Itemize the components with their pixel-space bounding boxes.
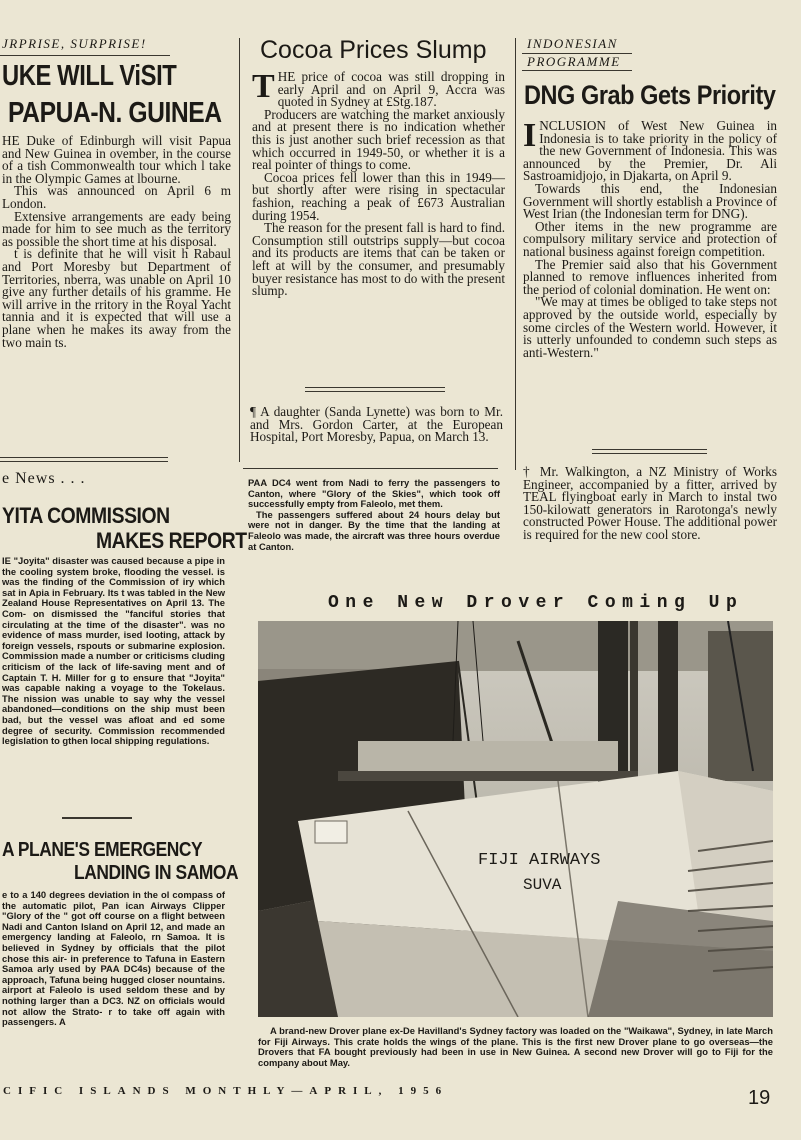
dng-headline: DNG Grab Gets Priority — [524, 80, 776, 110]
joyita-headline-line1: YITA COMMISSION — [2, 503, 170, 528]
duke-paragraph: t is definite that he will visit h Rabaul and Port Moresby but Department of Territories, nberra, was unable on April 10 give any further details of his gramme. He will arrive in the rritory in the Royal Yacht tannia and it is expected that will use a plane when he makes its away from the two main ts. — [2, 246, 231, 350]
dng-dropcap: I — [523, 117, 537, 154]
column-rule-right — [515, 38, 516, 470]
duke-paragraph: This was announced on April 6 m London. — [2, 183, 231, 211]
joyita-headline-line2: MAKES REPORT — [96, 528, 247, 553]
cocoa-dropcap: T — [252, 68, 275, 105]
right-kicker-rule-2 — [522, 70, 632, 71]
plane-headline-line1: A PLANE'S EMERGENCY — [2, 839, 203, 861]
right-kicker-line2: PROGRAMME — [527, 54, 621, 69]
cocoa-article-body — [252, 68, 505, 299]
duke-headline-line2: PAPUA-N. GUINEA — [8, 97, 222, 129]
column-rule-left — [239, 38, 240, 462]
cocoa-paragraph: HE price of cocoa was still dropping in early April and on April 9, Accra was quoted in Sydney at £Stg.187. — [277, 69, 505, 110]
cocoa-paragraph: Cocoa prices fell lower than this in 1949—but shortly after were rising in spectacular fashion, reaching a peak of £673 Australian during 1954. — [252, 169, 505, 223]
plane-paragraph: e to a 140 degrees deviation in the ol compass of the automatic pilot, Pan ican Airways Clipper "Glory of the " got off course on a flight between Nadi and Canton Island on April 12, and made an emergency landing at Faleolo, rn Samoa. It is believed in Sydney by officials that the pilot chose this air- in preference to Tafuna in Eastern Samoa arly used by PAA DC4s) because of the approach, Tafuna being hugged closer nountains. airport at Faleolo is used seldom these and by nothing larger than a DC3. NZ on officials would not allow the Strato- r to take off again with passengers. A — [2, 889, 225, 1028]
news-section-label: e News . . . — [2, 470, 86, 487]
birth-notice-text: ¶ A daughter (Sanda Lynette) was born to Mr. and Mrs. Gordon Carter, at the European Hospital, Port Moresby, Papua, on March 13. — [250, 404, 503, 445]
plane-article-body — [2, 890, 225, 1028]
crate-text-1: FIJI AIRWAYS — [478, 851, 601, 870]
paa-note — [248, 478, 500, 552]
duke-article-body — [2, 135, 231, 349]
dng-paragraph: "We may at times be obliged to take steps not approved by the outside world, especially by some circles of the Western world. However, it is utterly unfounded to condemn such steps as anti-Western." — [523, 294, 777, 360]
dng-paragraph: Other items in the new programme are compulsory military service and protection of national business against foreign competition. — [523, 218, 777, 259]
left-section-rule — [0, 457, 168, 462]
joyita-article-body — [2, 556, 225, 747]
drover-caption-text: A brand-new Drover plane ex-De Havilland's Sydney factory was loaded on the "Waikawa", Sydney, in late March for Fiji Airways. This crate holds the wings of the plane. This is the first new Drover plane to go overseas—the Drovers that FA bought previously had been in use in New Guinea. A second new Drover will go to Fiji for the company about May. — [258, 1025, 773, 1068]
duke-paragraph: Extensive arrangements are eady being made for him to see much as the territory as possible the short time at his disposal. — [2, 208, 231, 249]
walkington-note-text: † Mr. Walkington, a NZ Ministry of Works Engineer, accompanied by a fitter, arrived by TEAL flyingboat early in March to instal two 150-kilowatt generators in Rarotonga's newly constructed Power House. The additional power is required for the new cool store. — [523, 464, 777, 542]
dng-paragraph: Towards this end, the Indonesian Government will shortly establish a Province of West Irian (the Indonesian term for DNG). — [523, 180, 777, 222]
cocoa-paragraph: Producers are watching the market anxiously and at present there is no indication whether this is just another such brief recession as that which occurred in 1949-50, or whether it is a real pointer of things to come. — [252, 106, 505, 173]
plane-headline-line2: LANDING IN SAMOA — [74, 862, 239, 884]
right-divider — [592, 449, 707, 454]
paa-note-text-1: PAA DC4 went from Nadi to ferry the passengers to Canton, where "Glory of the Skies", which took off successfully empty from Faleolo, met them. — [248, 477, 500, 510]
drover-photo-image — [258, 621, 773, 1017]
right-kicker-line1: INDONESIAN — [527, 36, 618, 51]
page-number: 19 — [748, 1087, 771, 1109]
drover-photo — [258, 621, 773, 1017]
drover-headline: One New Drover Coming Up — [328, 593, 744, 613]
crate-text-2: SUVA — [523, 876, 562, 894]
birth-notice — [250, 406, 503, 444]
dng-paragraph: NCLUSION of West New Guinea in Indonesia is to take priority in the policy of the new Government of Indonesia. This was announced by the Premier, Dr. Ali Sastroamidjojo, in Djakarta, on April 9. — [523, 118, 777, 184]
middle-rule — [243, 468, 498, 469]
middle-divider — [305, 387, 445, 392]
drover-caption — [258, 1026, 773, 1068]
dng-paragraph: The Premier said also that his Government planned to remove influences inherited from the period of colonial domination. He went on: — [523, 256, 777, 297]
duke-headline-line1: UKE WILL ViSIT — [2, 60, 177, 92]
left-kicker-rule — [0, 55, 170, 56]
duke-paragraph: HE Duke of Edinburgh will visit Papua and New Guinea in ovember, in the course of a tish Commonwealth tour which l take in the Olympic Games at lbourne. — [2, 133, 231, 186]
cocoa-paragraph: The reason for the present fall is hard to find. Consumption still outstrips supply—but cocoa and its products are items that can be taken or left at will by the consumer, and presumably buyer resistance has most to do with the present slump. — [252, 220, 505, 299]
joyita-paragraph: IE "Joyita" disaster was caused because a pipe in the cooling system broke, flooding the vessel. is was the finding of the Commission of iry which sat in Apia in February. Its t was tabled in the New Zealand House Representatives on April 13. The Com- on dismissed the "fanciful stories that circulating at the time of the disaster". was no evidence of mass murder, ised looting, attack by foreign vessels, rspouts or submarine explosion. Commission made a number or criticisms cluding criticism of the lack of life-saving ment and of Captain T. H. Miller for g to ensure that "Joyita" was capable naking a voyage to the Tokelaus. The nission was unable to say why the vessel abandoned—conditions on the ship must been bad, but the vessel was afloat and ed some degree of security. Commission recommended legislation to gthen local shipping regulations. — [2, 555, 225, 747]
left-divider — [62, 817, 132, 819]
cocoa-headline: Cocoa Prices Slump — [260, 36, 487, 64]
paa-note-text-2: The passengers suffered about 24 hours delay but were not in danger. By the time that the landing at Faleolo was made, the aircraft was three hours overdue at Canton. — [248, 508, 500, 552]
running-footer: CIFIC ISLANDS MONTHLY—APRIL, 1956 — [3, 1085, 449, 1097]
walkington-note — [523, 466, 777, 542]
left-kicker: JRPRISE, SURPRISE! — [2, 36, 147, 51]
dng-article-body — [523, 117, 777, 360]
